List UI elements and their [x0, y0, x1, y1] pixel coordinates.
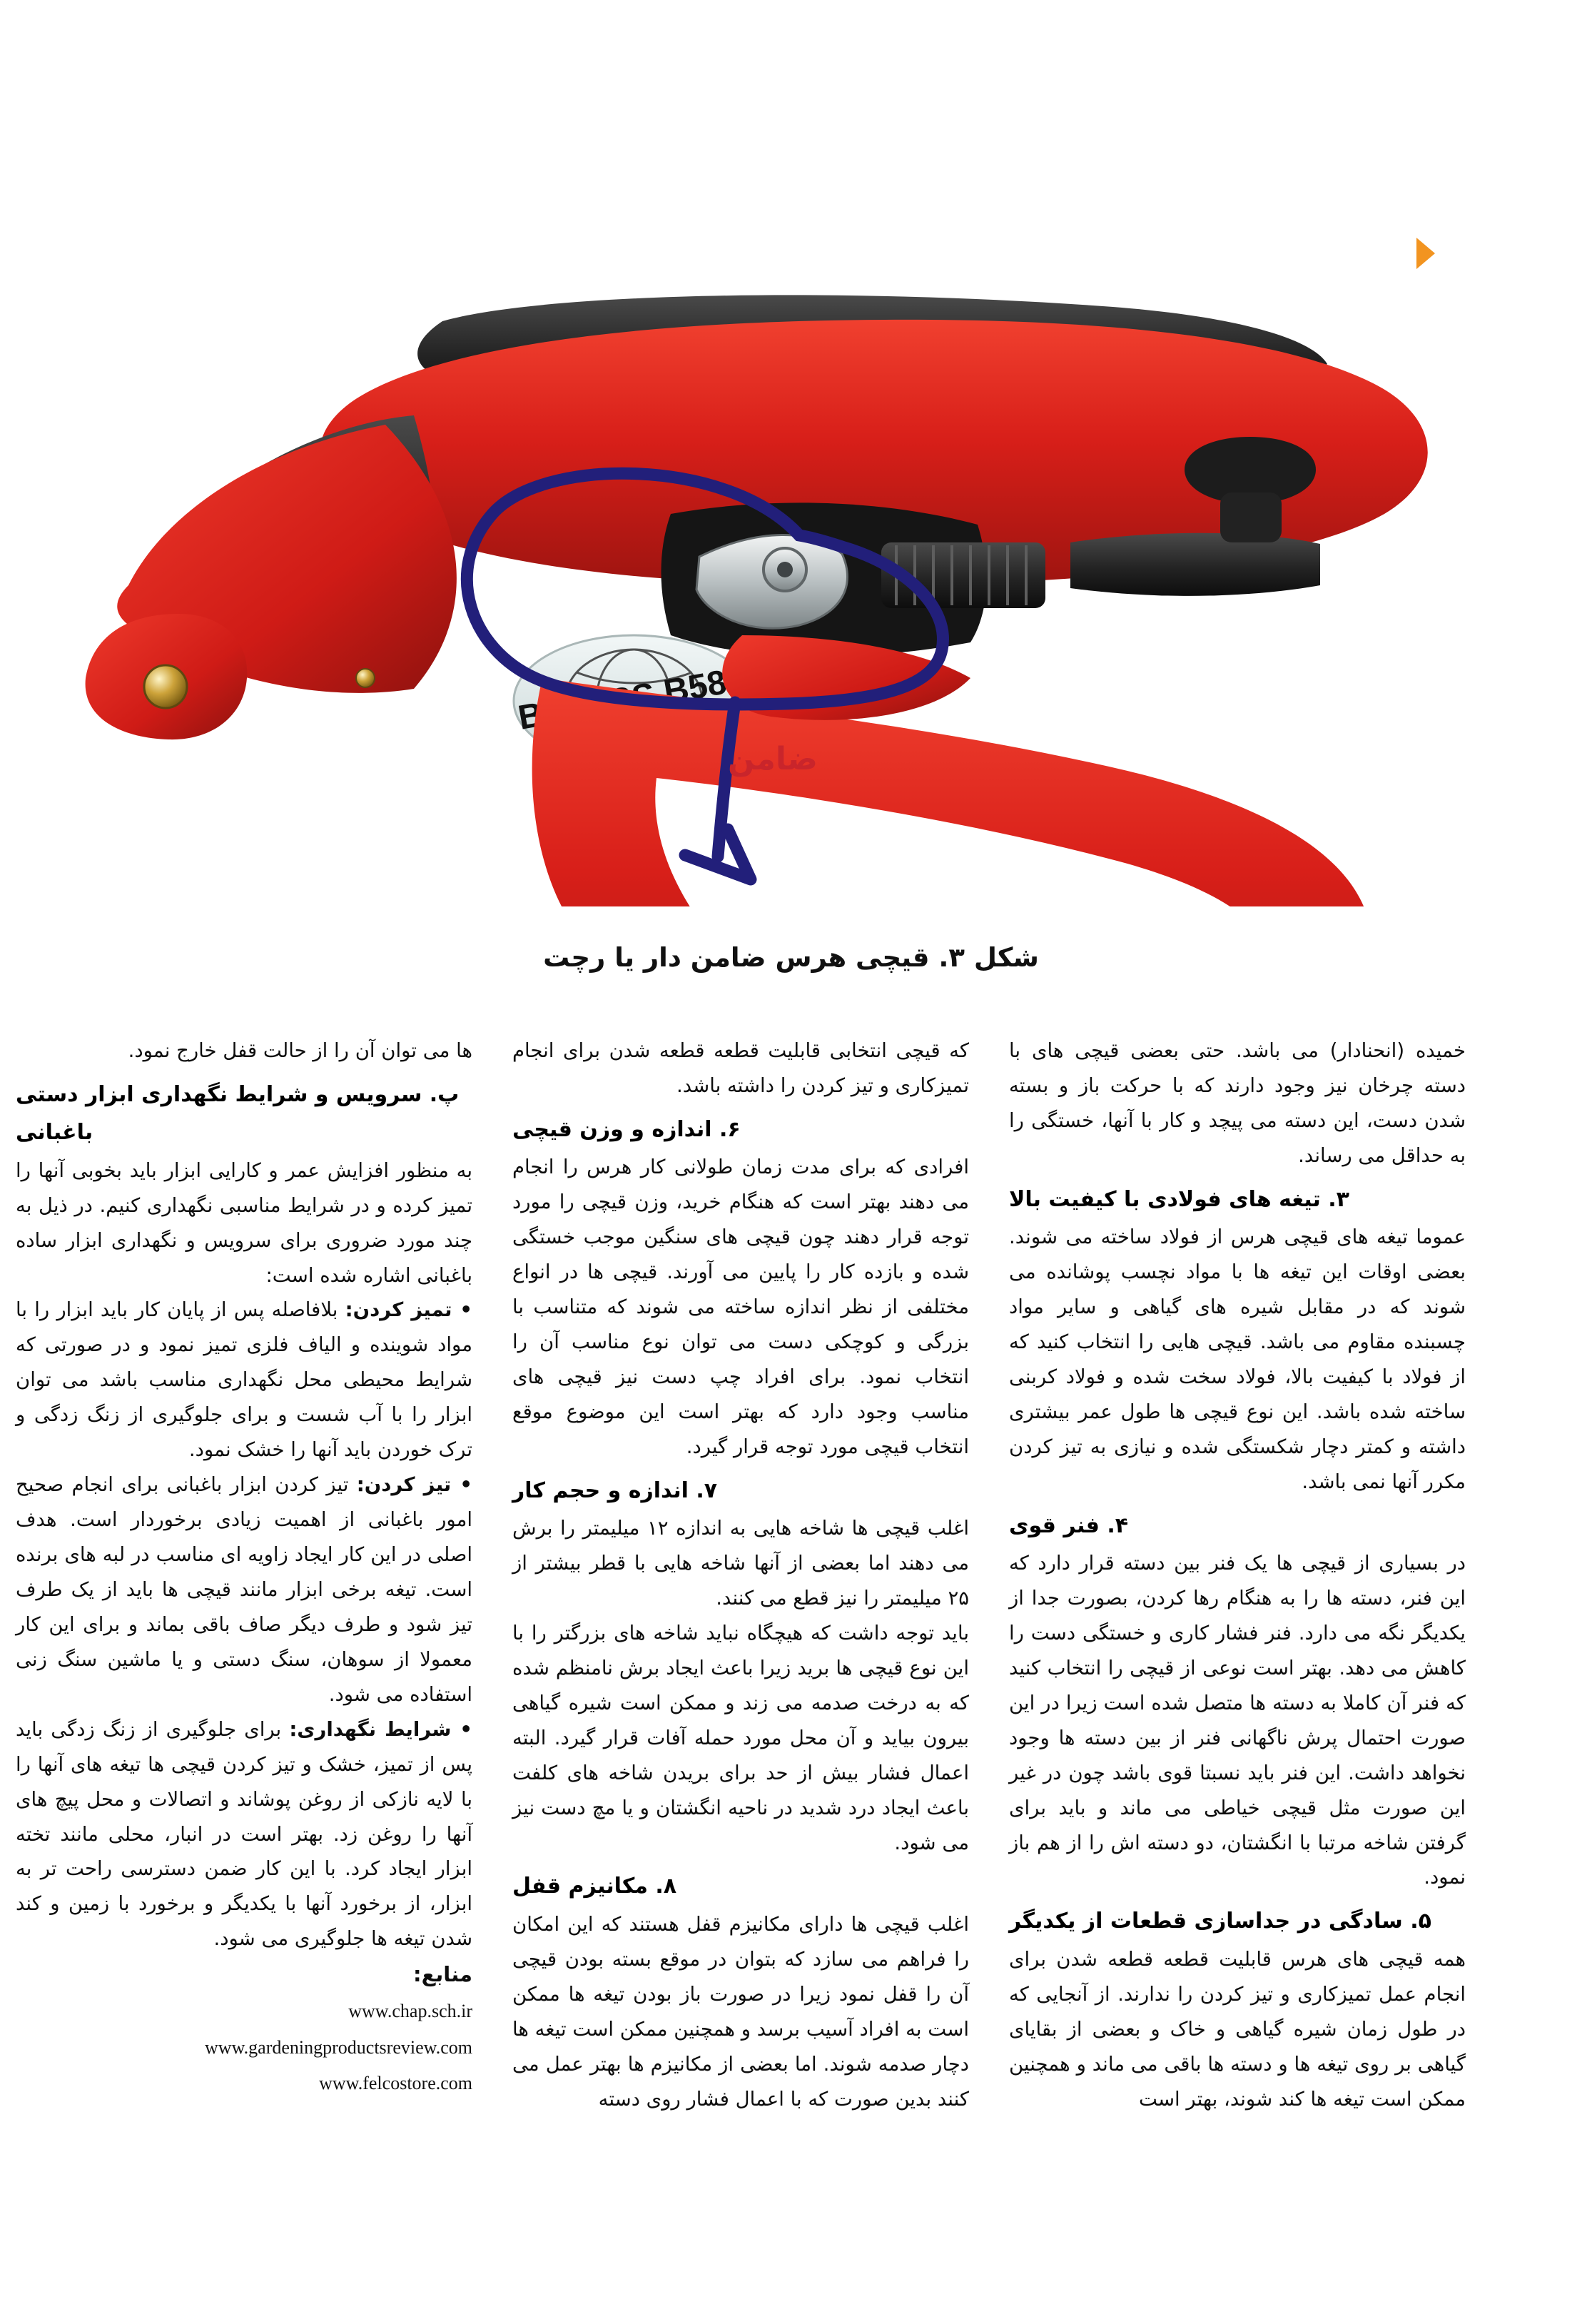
sources-title: منابع:	[413, 1962, 472, 1987]
left-section-p-body: به منظور افزایش عمر و کارایی ابزار باید بخوبی آنها را تمیز کرده و در شرایط مناسبی نگهداری کنیم. در ذیل به چند مورد ضروری برای سرویس و نگهداری ابزار ساده باغبانی اشاره شده است:	[16, 1158, 472, 1287]
source-link-3[interactable]: www.felcostore.com	[319, 2073, 472, 2094]
heading-section-5: ۵. سادگی در جداسازی قطعات از یکدیگر	[1009, 1909, 1431, 1934]
left-bullet-sharpening	[16, 1467, 472, 1712]
middle-section-6-body: افرادی که برای مدت زمان طولانی کار هرس را انجام می دهند بهتر است که هنگام خرید، وزن قیچی را مورد توجه قرار دهند چون قیچی های سنگین موجب خستگی شده و بازده کار را پایین می آورند. قیچی ها در انواع مختلفی از نظر اندازه ساخته می شوند که متناسب با بزرگی و کوچکی دست می توان نوع مناسب آن را انتخاب نمود. برای افراد چپ دست نیز قیچی های مناسب وجود دارد که بهتر است این موضوع موقع انتخاب قیچی مورد توجه قرار گیرد.	[512, 1156, 969, 1458]
page-marker-triangle-icon	[1416, 238, 1435, 269]
bullet-sharpening-body: تیز کردن ابزار باغبانی برای انجام صحیح امور باغبانی از اهمیت زیادی برخوردار است. هدف اصلی در این کار ایجاد زاویه ای مناسب در لبه های برنده است. تیغه برخی ابزار مانند قیچی ها باید از یک طرف تیز شود و طرف دیگر صاف باقی بماند و برای این کار معمولا از سوهان، سنگ دستی و یا ماشین سنگ زنی استفاده می شود.	[16, 1473, 472, 1706]
annotation-label-zamen: ضامن	[728, 741, 818, 777]
right-section-4-body: در بسیاری از قیچی ها یک فنر بین دسته قرار دارد که این فنر، دسته ها را به هنگام رها کردن، بصورت جدا از یکدیگر نگه می دارد. فنر فشار کاری و خستگی دست را کاهش می دهد. بهتر است نوعی از قیچی را انتخاب کنید که فنر آن کاملا به دسته ها متصل شده است زیرا در این صورت احتمال پرش ناگهانی فنر از بین دسته ها وجود نخواهد داشت. این فنر باید نسبتا قوی باشد چون در غیر این صورت مثل قیچی خیاطی می ماند و باید برای گرفتن شاخه مرتبا با انگشتان، دو دسته اش را از هم باز نمود.	[1009, 1552, 1466, 1889]
heading-section-8: ۸. مکانیزم قفل	[512, 1874, 677, 1899]
article-columns	[0, 1034, 1582, 2275]
heading-section-7: ۷. اندازه و حجم کار	[512, 1477, 718, 1503]
bullet-cleaning-label: • تمیز کردن:	[345, 1298, 472, 1322]
figure-caption: شکل ۳. قیچی هرس ضامن دار یا رچت	[543, 942, 1039, 973]
heading-section-4: ۴. فنر قوی	[1009, 1512, 1129, 1538]
heading-section-p: پ. سرویس و شرایط نگهداری ابزار دستی باغبانی	[16, 1081, 460, 1146]
column-left	[16, 1034, 472, 2275]
middle-section-7-body-1: اغلب قیچی ها شاخه هایی به اندازه ۱۲ میلیمتر را برش می دهند اما بعضی از آنها شاخه هایی با قطر بیشتر از ۲۵ میلیمتر را نیز قطع می کنند.	[512, 1517, 969, 1610]
right-section-3-body: عموما تیغه های قیچی هرس از فولاد ساخته می شوند. بعضی اوقات این تیغه ها با مواد نچسب پوشانده می شوند که در مقابل شیره های گیاهی و سایر مواد چسبنده مقاوم می باشد. قیچی هایی را انتخاب کنید که از فولاد با کیفیت بالا، فولاد سخت شده و فولاد کربنی ساخته شده باشد. این نوع قیچی ها طول عمر بیشتری داشته و کمتر دچار شکستگی شده و نیازی به تیز کردن مکرر آنها نمی باشد.	[1009, 1226, 1466, 1493]
middle-section-8-body: اغلب قیچی ها دارای مکانیزم قفل هستند که این امکان را فراهم می سازد که بتوان در موقع بسته بودن قیچی آن را قفل نمود زیرا در صورت باز بودن تیغه ها ممکن است به افراد آسیب برسد و همچنین ممکن است تیغه ها دچار صدمه شوند. اما بعضی از مکانیزم ها بهتر عمل می کنند بدین صورت که با اعمال فشار روی دسته	[512, 1912, 969, 2111]
left-continuation-paragraph: ها می توان آن را از حالت قفل خارج نمود.	[128, 1039, 472, 1062]
heading-section-6: ۶. اندازه و وزن قیچی	[512, 1116, 741, 1142]
right-intro-paragraph: خمیده (انحنادار) می باشد. حتی بعضی قیچی های با دسته چرخان نیز وجود دارند که با حرکت باز و بسته شدن دست، این دسته می پیچد و کار با آنها، خستگی را به حداقل می رساند.	[1009, 1039, 1466, 1167]
bullet-storage-label: • شرایط نگهداری:	[289, 1717, 472, 1741]
right-section-5-body: همه قیچی های هرس قابلیت قطعه قطعه شدن برای انجام عمل تمیزکاری و تیز کردن را ندارند. از آنجایی که در طول زمان شیره گیاهی و خاک و بعضی از بقایای گیاهی بر روی تیغه ها و دسته ها باقی می ماند و همچنین ممکن است تیغه ها کند شوند، بهتر است	[1009, 1947, 1466, 2111]
bullet-cleaning-body: بلافاصله پس از پایان کار باید ابزار را با مواد شوینده و الیاف فلزی تمیز نمود و در صورتی که شرایط محیطی محل نگهداری مناسب باشد می توان ابزار را با آب شست و برای جلوگیری از زنگ زدگی و ترک خوردن باید آنها را خشک نمود.	[16, 1298, 472, 1462]
figure-pruning-shears-photo	[43, 278, 1541, 906]
bullet-sharpening-label: • تیز کردن:	[356, 1473, 472, 1497]
middle-section-7-body-2: باید توجه داشت که هیچگاه نباید شاخه های بزرگتر را با این نوع قیچی ها برید زیرا باعث ایجاد برش نامنظم شده که به درخت صدمه می زند و ممکن است شیره گیاهی بیرون بیاید و آن محل مورد حمله آفات قرار گیرد. البته اعمال فشار بیش از حد برای بریدن شاخه های کلفت باعث ایجاد درد شدید در ناحیه انگشتان و یا مچ دست نیز می شود.	[512, 1621, 969, 1854]
bullet-storage-body: برای جلوگیری از زنگ زدگی باید پس از تمیز، خشک و تیز کردن قیچی ها تیغه های آنها را با لایه نازکی از روغن پوشاند و اتصالات و محل پیچ های آنها را روغن زد. بهتر است در انبار، محلی مانند تخته ابزار ایجاد کرد. با این کار ضمن دسترسی راحت تر به ابزار، از برخورد آنها با یکدیگر و برخورد با زمین و کند شدن تیغه ها جلوگیری می شود.	[16, 1717, 472, 1951]
source-link-2[interactable]: www.gardeningproductsreview.com	[205, 2036, 472, 2058]
source-link-1[interactable]: www.chap.sch.ir	[348, 2000, 472, 2021]
left-bullet-cleaning	[16, 1293, 472, 1467]
heading-section-3: ۳. تیغه های فولادی با کیفیت بالا	[1009, 1186, 1349, 1212]
left-bullet-storage	[16, 1712, 472, 1957]
brand-label-text: B585	[661, 660, 749, 712]
middle-continuation-paragraph: که قیچی انتخابی قابلیت قطعه قطعه شدن برای انجام تمیزکاری و تیز کردن را داشته باشد.	[512, 1039, 969, 1097]
column-middle	[512, 1034, 969, 2275]
column-right	[1009, 1034, 1466, 2275]
pruner-illustration	[43, 278, 1541, 906]
